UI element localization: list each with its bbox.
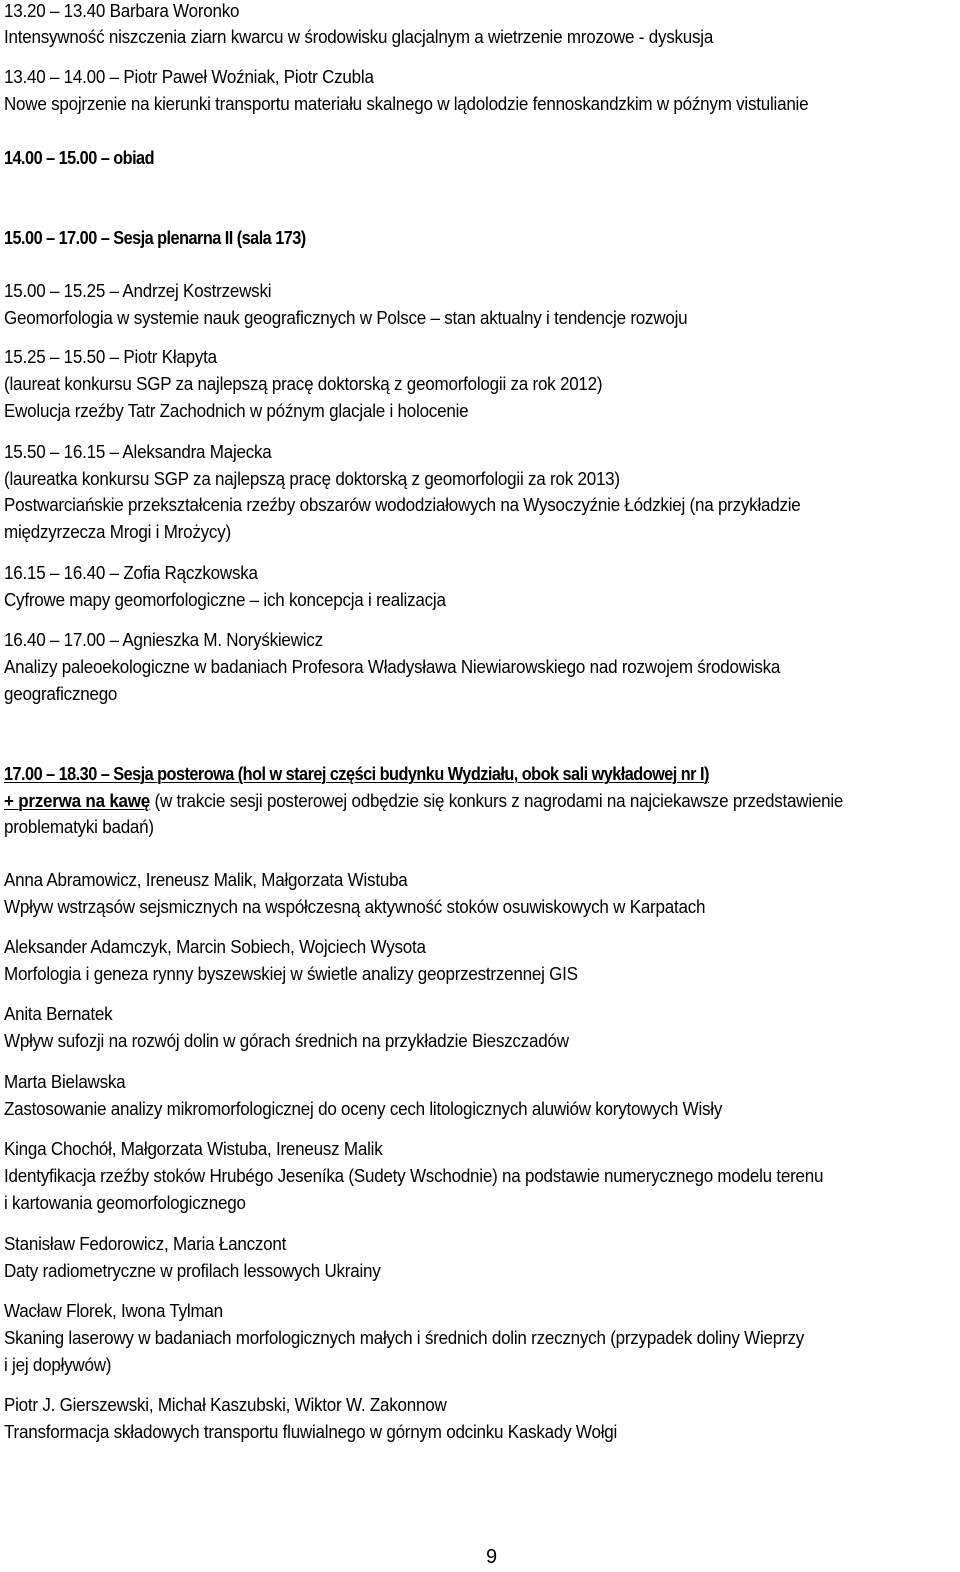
poster-title: Zastosowanie analizy mikromorfologicznej do oceny cech litologicznych aluwiów korytowych Wisły [4,1098,723,1119]
talk-title: Geomorfologia w systemie nauk geograficznych w Polsce – stan aktualny i tendencje rozwoju [4,307,688,328]
session-time-author: 13.20 – 13.40 Barbara Woronko [4,0,240,21]
talk-time-author: 16.40 – 17.00 – Agnieszka M. Noryśkiewicz [4,629,323,650]
talk-time-author: 16.15 – 16.40 – Zofia Rączkowska [4,562,258,583]
poster-title: Identyfikacja rzeźby stoków Hrubégo Jeseníka (Sudety Wschodnie) na podstawie numerycznego modelu terenu [4,1165,824,1186]
coffee-break-note-cont: problematyki badań) [4,816,154,837]
talk-note: (laureatka konkursu SGP za najlepszą pracę doktorską z geomorfologii za rok 2013) [4,468,620,489]
poster-title: i jej dopływów) [4,1354,112,1375]
poster-session-heading: 17.00 – 18.30 – Sesja posterowa (hol w starej części budynku Wydziału, obok sali wykładowej nr I) [4,763,709,784]
lunch-break: 14.00 – 15.00 – obiad [4,147,155,168]
talk-title: geograficznego [4,683,118,704]
poster-authors: Anna Abramowicz, Ireneusz Malik, Małgorzata Wistuba [4,869,408,890]
talk-title: Analizy paleoekologiczne w badaniach Profesora Władysława Niewiarowskiego nad rozwojem środowiska [4,656,781,677]
poster-title: Skaning laserowy w badaniach morfologicznych małych i średnich dolin rzecznych (przypadek doliny Wieprzy [4,1327,805,1348]
poster-authors: Stanisław Fedorowicz, Maria Łanczont [4,1233,287,1254]
coffee-break-line [4,790,843,812]
talk-time-author: 15.25 – 15.50 – Piotr Kłapyta [4,346,217,367]
poster-title: Wpływ sufozji na rozwój dolin w górach średnich na przykładzie Bieszczadów [4,1030,569,1051]
page-number: 9 [486,1546,498,1568]
poster-authors: Piotr J. Gierszewski, Michał Kaszubski, Wiktor W. Zakonnow [4,1394,447,1415]
session-title: Nowe spojrzenie na kierunki transportu materiału skalnego w lądolodzie fennoskandzkim w późnym vistulianie [4,93,809,114]
talk-time-author: 15.50 – 16.15 – Aleksandra Majecka [4,441,272,462]
poster-authors: Marta Bielawska [4,1071,126,1092]
poster-authors: Anita Bernatek [4,1003,113,1024]
session-time-author: 13.40 – 14.00 – Piotr Paweł Woźniak, Piotr Czubla [4,66,374,87]
poster-title: Transformacja składowych transportu fluwialnego w górnym odcinku Kaskady Wołgi [4,1421,618,1442]
poster-title: Wpływ wstrząsów sejsmicznych na współczesną aktywność stoków osuwiskowych w Karpatach [4,896,706,917]
coffee-break-label: + przerwa na kawę [4,790,151,811]
poster-authors: Wacław Florek, Iwona Tylman [4,1300,223,1321]
plenary-session-heading: 15.00 – 17.00 – Sesja plenarna II (sala 173) [4,227,306,248]
session-title: Intensywność niszczenia ziarn kwarcu w środowisku glacjalnym a wietrzenie mrozowe - dyskusja [4,26,714,47]
talk-title: Ewolucja rzeźby Tatr Zachodnich w późnym glacjale i holocenie [4,400,469,421]
talk-title: Cyfrowe mapy geomorfologiczne – ich koncepcja i realizacja [4,589,446,610]
talk-title: międzyrzecza Mrogi i Mrożycy) [4,521,231,542]
coffee-break-note: (w trakcie sesji posterowej odbędzie się konkurs z nagrodami na najciekawsze przedstawienie [150,790,844,811]
poster-authors: Aleksander Adamczyk, Marcin Sobiech, Wojciech Wysota [4,936,426,957]
poster-title: Morfologia i geneza rynny byszewskiej w świetle analizy geoprzestrzennej GIS [4,963,578,984]
talk-title: Postwarciańskie przekształcenia rzeźby obszarów wododziałowych na Wysoczyźnie Łódzkiej (na przykładzie [4,494,801,515]
poster-authors: Kinga Chochół, Małgorzata Wistuba, Ireneusz Malik [4,1138,383,1159]
talk-note: (laureat konkursu SGP za najlepszą pracę doktorską z geomorfologii za rok 2012) [4,373,603,394]
poster-title: i kartowania geomorfologicznego [4,1192,246,1213]
poster-title: Daty radiometryczne w profilach lessowych Ukrainy [4,1260,381,1281]
talk-time-author: 15.00 – 15.25 – Andrzej Kostrzewski [4,280,272,301]
